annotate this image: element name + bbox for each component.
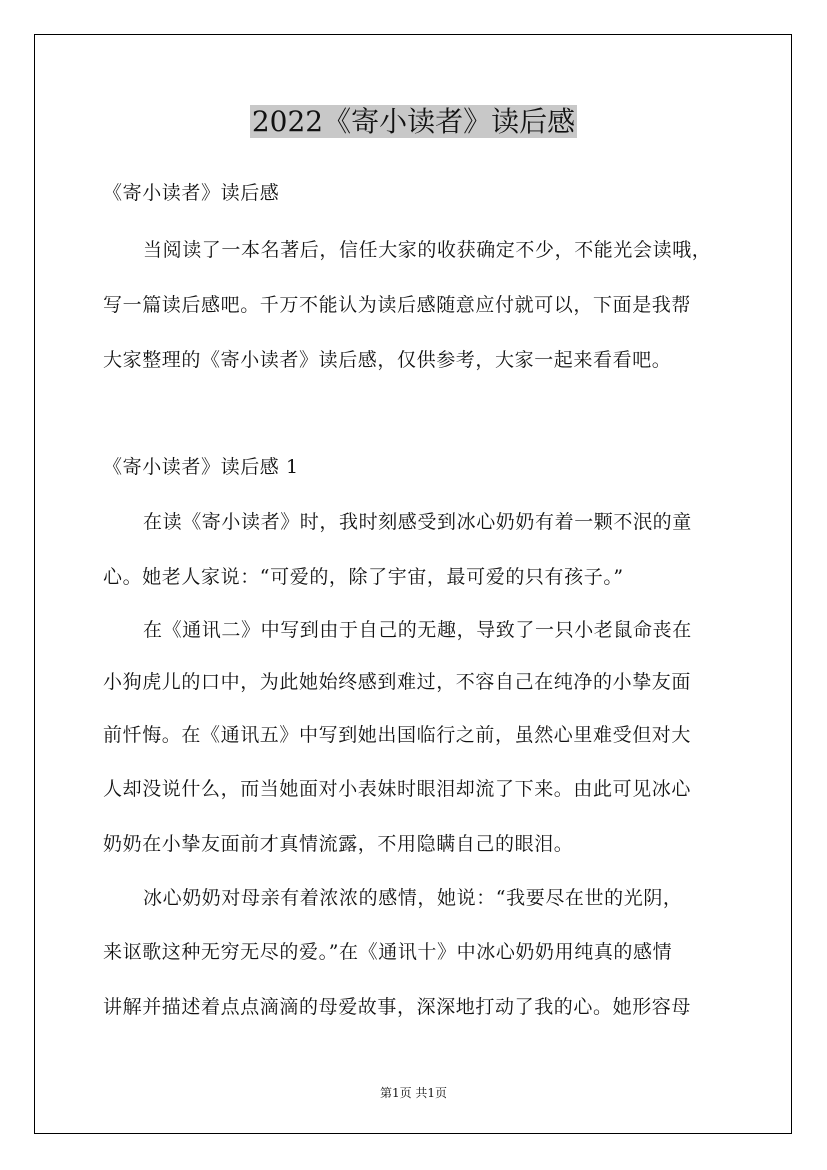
document-title-wrap: [0, 100, 827, 144]
subtitle: 《寄小读者》读后感: [103, 182, 280, 204]
body-line-1: 在读《寄小读者》时，我时刻感受到冰心奶奶有着一颗不泯的童: [143, 511, 692, 533]
page-footer: 第1页 共1页: [379, 1086, 448, 1100]
section-heading: 《寄小读者》读后感 1: [103, 456, 299, 478]
body-line-8: 冰心奶奶对母亲有着浓浓的感情，她说：“我要尽在世的光阴，: [143, 887, 683, 909]
document-title: 2022《寄小读者》读后感: [251, 105, 576, 138]
body-line-9: 来讴歌这种无穷无尽的爱。”在《通讯十》中冰心奶奶用纯真的感情: [103, 941, 673, 963]
body-line-4: 小狗虎儿的口中，为此她始终感到难过，不容自己在纯净的小挚友面: [103, 671, 692, 693]
body-line-5: 前忏悔。在《通讯五》中写到她出国临行之前，虽然心里难受但对大: [103, 724, 692, 746]
body-line-10: 讲解并描述着点点滴滴的母爱故事，深深地打动了我的心。她形容母: [103, 996, 692, 1018]
body-line-2: 心。她老人家说：“可爱的，除了宇宙，最可爱的只有孩子。”: [103, 566, 624, 588]
body-line-6: 人却没说什么，而当她面对小表妹时眼泪却流了下来。由此可见冰心: [103, 778, 692, 800]
intro-line-1: 当阅读了一本名著后，信任大家的收获确定不少，不能光会读哦，: [143, 239, 712, 261]
body-line-3: 在《通讯二》中写到由于自己的无趣，导致了一只小老鼠命丧在: [143, 619, 692, 641]
intro-line-3: 大家整理的《寄小读者》读后感，仅供参考，大家一起来看看吧。: [103, 349, 672, 371]
intro-line-2: 写一篇读后感吧。千万不能认为读后感随意应付就可以，下面是我帮: [103, 294, 692, 316]
body-line-7: 奶奶在小挚友面前才真情流露，不用隐瞒自己的眼泪。: [103, 833, 574, 855]
